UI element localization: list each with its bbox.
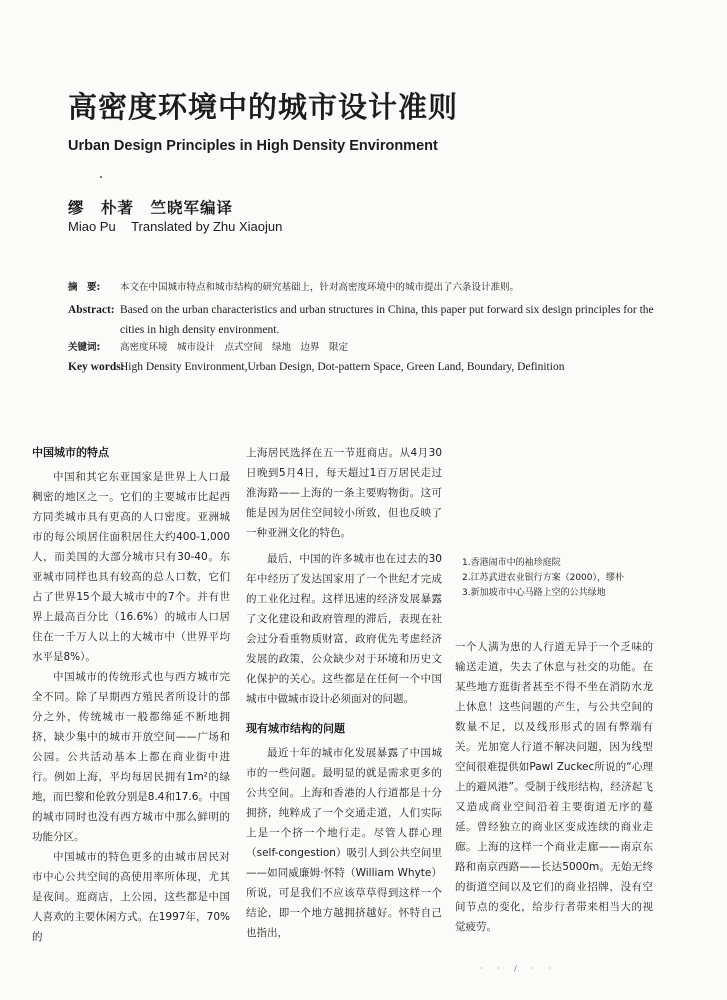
keywords-chinese	[68, 338, 668, 358]
keywords-label-en: Key words:	[68, 361, 125, 373]
paragraph: 中国城市的特色更多的由城市居民对市中心公共空间的高使用率所体现，尤其是夜间。逛商店，上公园，这些都是中国人喜欢的主要休闲方式。在1997年，70%的	[32, 851, 230, 943]
keywords-text: 高密度环境 城市设计 点式空间 绿地 边界 限定	[120, 342, 349, 353]
abstract-text-en: Based on the urban characteristics and urban structures in China, this paper put forward six design principles for the cities in high density environment.	[120, 304, 654, 336]
section-heading: 中国城市的特点	[32, 446, 109, 459]
paragraph: 最后，中国的许多城市也在过去的30年中经历了发达国家用了一个世纪才完成的工业化过程。这样迅速的经济发展暴露了文化建设和政府管理的滞后，表现在社会过分看重物质财富，政府优先考虑经济发展的政策，公众缺少对于环境和历史文化保护的关心。这些都是在任何一个中国城市中做城市设计必须面对的问题。	[246, 553, 442, 705]
section-heading: 现有城市结构的问题	[246, 722, 345, 735]
paragraph: 一个人满为患的人行道无异于一个乏味的输送走道，失去了休息与社交的功能。在某些地方逛街者甚至不得不坐在消防水龙上休息！这些问题的产生，与公共空间的数量不足，以及线形形式的固有弊端有关。光加宽人行道不解决问题，因为线型空间很难提供如Pawl Zuckec所说的“心理上的避风港”。受制于线形结构，经济起飞又造成商业空间沿着主要街道无序的蔓延。曾经独立的商业区变成连续的商业走廊。上海的这样一个商业走廊——南京东路和南京西路——长达5000m。无始无终的街道空间以及它们的商业招牌，没有空间节点的变化，给步行者带来相当大的视觉疲劳。	[455, 641, 653, 933]
scan-dot	[100, 176, 102, 178]
paragraph: 最近十年的城市化发展暴露了中国城市的一些问题。最明显的就是需求更多的公共空间。上海和香港的人行道都是十分拥挤，纯粹成了一个交通走道，人们实际上是一个挤一个地行走。尽管人群心理（self-congestion）吸引人到公共空间里——如同威廉姆·怀特（William Whyte）所说，可是我们不应该草草得到这样一个结论，即一个地方越拥挤越好。怀特自己也指出，	[246, 747, 442, 939]
abstract-label-en: Abstract:	[68, 304, 115, 316]
keywords-english	[68, 357, 668, 377]
paragraph: 上海居民选择在五一节逛商店。从4月30日晚到5月4日，每天超过1百万居民走过淮海路——上海的一条主要购物街。这可能是因为居住空间较小所致，但也反映了一种亚洲文化的特色。	[246, 447, 442, 539]
abstract-text: 本文在中国城市特点和城市结构的研究基础上，针对高密度环境中的城市提出了六条设计准则。	[120, 282, 520, 293]
figure-caption: 3.新加坡市中心马路上空的公共绿地	[462, 588, 606, 598]
article-title-chinese: 高密度环境中的城市设计准则	[68, 90, 459, 124]
keywords-text-en: High Density Environment,Urban Design, Dot-pattern Space, Green Land, Boundary, Definition	[120, 361, 565, 373]
abstract-label: 摘 要:	[68, 282, 101, 293]
figure-captions	[462, 556, 624, 601]
translator-name: Translated by Zhu Xiaojun	[131, 219, 283, 234]
body-column-2	[246, 443, 442, 943]
keywords-label: 关键词:	[68, 342, 101, 353]
author-english	[68, 219, 294, 234]
abstract-chinese	[68, 278, 668, 298]
author-chinese: 缪 朴著 竺晓军编译	[68, 198, 234, 217]
paragraph: 中国城市的传统形式也与西方城市完全不同。除了早期西方殖民者所设计的部分之外，传统城市一般都绵延不断地拥挤，缺少集中的城市开放空间——广场和公园。公共活动基本上都在商业街中进行。例如上海，平均每居民拥有1m²的绿地，而巴黎和伦敦分别是8.4和17.6。中国的城市同时也没有西方城市中那么鲜明的功能分区。	[32, 671, 230, 843]
abstract-english	[68, 300, 668, 340]
paragraph: 中国和其它东亚国家是世界上人口最稠密的地区之一。它们的主要城市比起西方同类城市具有更高的人口密度。亚洲城市的每公顷居住面积居住大约400-1,000人，而美国的大部分城市只有30-40。东亚城市同样也具有较高的总人口数，它们占了世界15个最大城市中的7个。并有世界上最高百分比（16.6%）的城市人口居住在一千万人以上的大城市中（世界平均水平是8%）。	[32, 471, 230, 663]
body-column-1	[32, 443, 230, 947]
body-column-3	[455, 637, 653, 937]
author-name: Miao Pu	[68, 219, 116, 234]
page-edge-marks: · · / · ·	[480, 964, 558, 973]
article-title-english: Urban Design Principles in High Density Environment	[68, 138, 438, 154]
figure-caption: 1.香港闹市中的袖珍庭院	[462, 558, 561, 568]
figure-caption: 2.江苏武进农业银行方案（2000），缪朴	[462, 573, 624, 583]
